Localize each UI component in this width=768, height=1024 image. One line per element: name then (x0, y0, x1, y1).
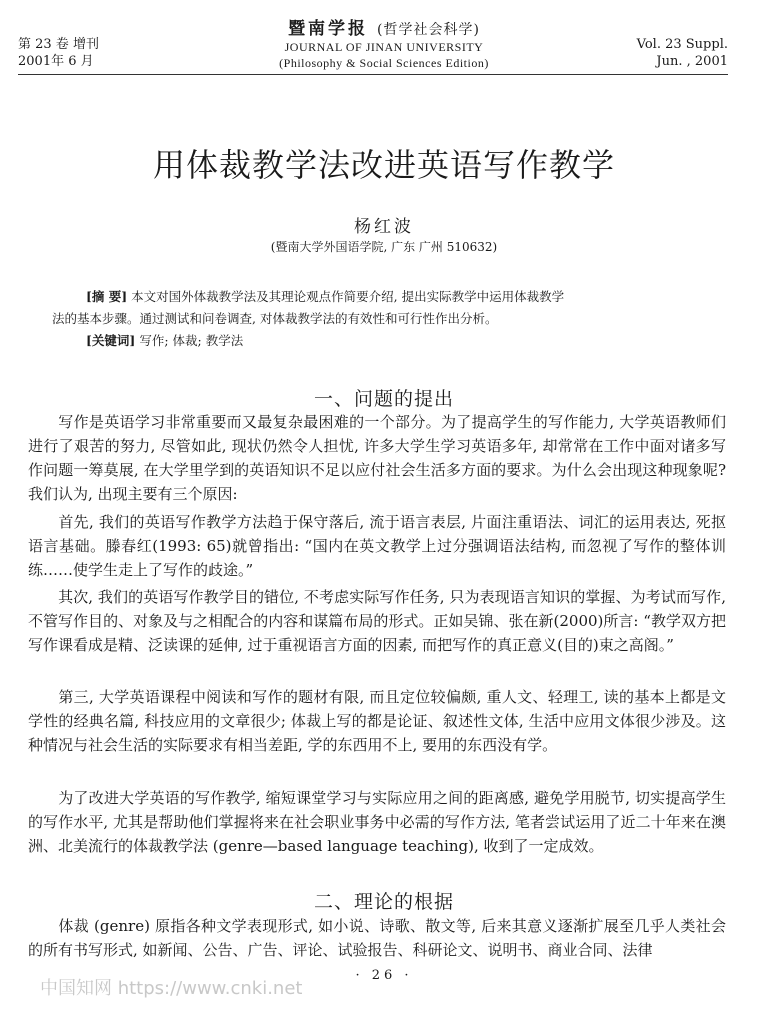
journal-name: 暨南学报 (288, 19, 369, 39)
cnki-watermark: 中国知网 https://www.cnki.net (40, 978, 303, 999)
header-rule (18, 74, 728, 75)
paragraph (28, 914, 726, 962)
volume-info-en (637, 36, 728, 70)
volume-line: 第 23 卷 增刊 (18, 37, 99, 52)
author-affiliation: (暨南大学外国语学院, 广东 广州 510632) (270, 240, 498, 254)
section-heading: 二、理论的根据 (313, 891, 454, 913)
journal-title-en: JOURNAL OF JINAN UNIVERSITY (284, 40, 484, 54)
paragraph-text: 体裁 (genre) 原指各种文学表现形式, 如小说、诗歌、散文等, 后来其意义逐渐扩展至几乎人类社会的所有书写形式, 如新闻、公告、广告、评论、试验报告、科研论文、说明书、商业合同、法律 (28, 917, 726, 959)
paragraph-text: 第三, 大学英语课程中阅读和写作的题材有限, 而且定位较偏颇, 重人文、轻理工, 读的基本上都是文学性的经典名篇, 科技应用的文章很少; 体裁上写的都是论证、叙述性文体, 生活中应用文体很少涉及。这种情况与社会生活的实际要求有相当差距, 学的东西用不上, 要用的东西没有学。 (28, 688, 726, 754)
keywords: 写作; 体裁; 教学法 (139, 333, 244, 348)
paragraph-text: 首先, 我们的英语写作教学方法趋于保守落后, 流于语言表层, 片面注重语法、词汇的运用表达, 死抠语言基础。滕春红(1993: 65)就曾指出: “国内在英文教学上过分强调语法结构, 而忽视了写作的整体训练……使学生走上了写作的歧途。” (28, 513, 726, 579)
page-number: · 26 · (355, 968, 413, 983)
volume-line-en: Vol. 23 Suppl. (636, 37, 728, 52)
journal-edition-en: (Philosophy & Social Sciences Edition) (279, 56, 489, 70)
journal-edition: (哲学社会科学) (376, 22, 480, 38)
date-line: 2001年 6 月 (18, 54, 94, 69)
abstract-label: [摘 要] (86, 289, 128, 304)
paragraph-text: 写作是英语学习非常重要而又最复杂最困难的一个部分。为了提高学生的写作能力, 大学英语教师们进行了艰苦的努力, 尽管如此, 现状仍然令人担忧, 许多大学生学习英语多年, 却常常在工作中面对诸多写作问题一筹莫展, 在大学里学到的英语知识不足以应付社会生活多方面的要求。为什么会出现这种现象呢? 我们认为, 出现主要有三个原因: (28, 413, 726, 503)
paragraph (28, 410, 726, 506)
abstract-line-1: 本文对国外体裁教学法及其理论观点作简要介绍, 提出实际教学中运用体裁教学 (131, 289, 565, 304)
article-author: 杨红波 (354, 217, 414, 237)
abstract (52, 286, 722, 352)
keywords-label: [关键词] (86, 333, 136, 348)
paragraph (28, 786, 726, 858)
section-heading: 一、问题的提出 (313, 388, 454, 410)
paragraph-text: 其次, 我们的英语写作教学目的错位, 不考虑实际写作任务, 只为表现语言知识的掌握、为考试而写作, 不管写作目的、对象及与之相配合的内容和谋篇布局的形式。正如吴锦、张在新(2000)所言: “教学双方把写作课看成是精、泛读课的延伸, 过于重视语言方面的因素, 而把写作的真正意义(目的)束之高阁。” (28, 588, 726, 654)
paragraph-text: 为了改进大学英语的写作教学, 缩短课堂学习与实际应用之间的距离感, 避免学用脱节, 切实提高学生的写作水平, 尤其是帮助他们掌握将来在社会职业事务中必需的写作方法, 笔者尝试运用了近二十年来在澳洲、北美流行的体裁教学法 (genre—based language teaching), 收到了一定成效。 (28, 789, 726, 855)
paragraph (28, 685, 726, 757)
paragraph (28, 510, 726, 582)
date-line-en: Jun. , 2001 (656, 54, 728, 69)
paragraph (28, 585, 726, 657)
abstract-line-2: 法的基本步骤。通过测试和问卷调查, 对体裁教学法的有效性和可行性作出分析。 (52, 311, 498, 326)
article-title: 用体裁教学法改进英语写作教学 (152, 146, 615, 184)
